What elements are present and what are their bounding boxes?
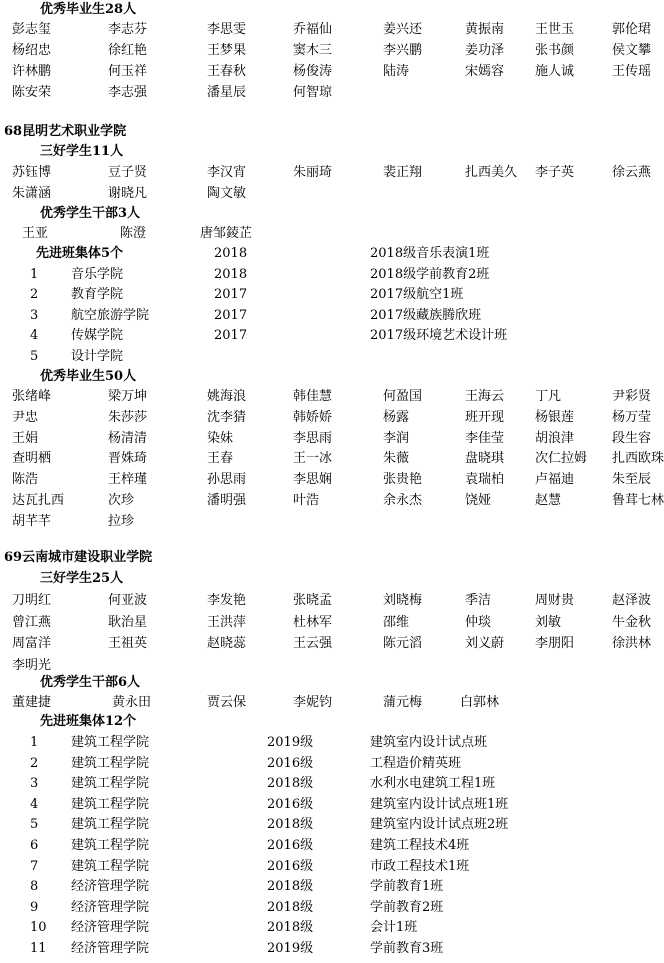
- class-row-number: 9: [30, 899, 39, 915]
- class-row-year: 2016级: [267, 838, 314, 853]
- graduate-name: 李佳莹: [465, 430, 505, 446]
- graduate-name: 窦木三: [293, 43, 333, 58]
- class-row-number: 4: [30, 328, 39, 343]
- graduate-name: 袁瑞柏: [465, 472, 505, 488]
- class-row-number: 7: [30, 858, 39, 874]
- class-row-number: 2: [30, 755, 39, 771]
- class-row-class-name: 建筑工程技术4班: [370, 838, 470, 853]
- merit-students-heading: 三好学生11人: [40, 144, 124, 159]
- class-row-year: 2016级: [267, 858, 314, 874]
- class-row-year: 2018级: [267, 920, 314, 936]
- graduate-name: 王梓瑾: [108, 472, 148, 488]
- cadre-name: 王亚: [22, 226, 49, 241]
- class-row-class-name: 学前教育1班: [370, 879, 444, 895]
- class-row-year: 2018: [214, 246, 248, 261]
- graduate-name: 姚海浪: [207, 389, 247, 404]
- class-row-class-name: 学前教育3班: [370, 941, 444, 956]
- graduate-name: 杨露: [383, 409, 410, 425]
- graduate-name: 杨绍忠: [12, 43, 52, 58]
- class-row-year: 2017: [214, 328, 248, 343]
- merit-student-name: 赵泽波: [612, 593, 652, 608]
- class-row-class-name: 建筑室内设计试点班: [370, 735, 488, 750]
- merit-student-name: 苏钰博: [12, 165, 52, 180]
- graduate-name: 染妹: [207, 430, 234, 446]
- merit-student-name: 刘义蔚: [465, 636, 505, 651]
- class-row-year: 2018: [214, 266, 248, 282]
- graduate-name: 王梦果: [207, 43, 247, 58]
- merit-student-name: 何亚波: [108, 593, 148, 608]
- class-row-college: 建筑工程学院: [71, 735, 150, 750]
- graduate-name: 徐红艳: [108, 43, 148, 58]
- class-row-class-name: 2018级学前教育2班: [370, 266, 490, 282]
- graduate-name: 叶浩: [293, 493, 320, 508]
- merit-student-name: 仲琰: [465, 614, 492, 630]
- merit-student-name: 张晓孟: [293, 593, 333, 608]
- class-row-class-name: 建筑室内设计试点班1班: [370, 796, 509, 812]
- class-row-class-name: 2017级环境艺术设计班: [370, 328, 508, 343]
- outstanding-graduates-heading: 优秀毕业生28人: [40, 2, 137, 17]
- graduate-name: 王春: [207, 451, 234, 467]
- class-row-class-name: 建筑室内设计试点班2班: [370, 817, 509, 833]
- graduate-name: 卢福迪: [535, 472, 575, 488]
- class-row-number: 5: [30, 348, 39, 364]
- graduate-name: 拉珍: [108, 513, 135, 529]
- graduate-name: 李思娴: [293, 472, 333, 488]
- graduate-name: 何盈国: [383, 389, 423, 404]
- class-row-college: 经济管理学院: [71, 941, 150, 956]
- graduate-name: 朱莎莎: [108, 409, 148, 425]
- graduate-name: 晋姝琦: [108, 451, 148, 467]
- class-row-number: 11: [30, 941, 47, 956]
- school-title: 68昆明艺术职业学院: [4, 124, 127, 139]
- class-row-year: 2018级: [267, 899, 314, 915]
- merit-student-name: 豆子贤: [108, 165, 148, 180]
- graduate-name: 胡芊芊: [12, 513, 52, 529]
- graduate-name: 尹忠: [12, 409, 39, 425]
- graduate-name: 王一冰: [293, 451, 333, 467]
- advanced-classes-heading: 先进班集体12个: [40, 714, 137, 729]
- graduate-name: 盘晓琪: [465, 451, 505, 467]
- graduate-name: 张贵艳: [383, 472, 423, 488]
- graduate-name: 许林鹏: [12, 64, 52, 79]
- class-row-number: 3: [30, 307, 39, 323]
- class-row-college: 经济管理学院: [71, 899, 150, 915]
- class-row-college: 设计学院: [71, 348, 124, 364]
- merit-student-name: 徐洪林: [612, 636, 652, 651]
- graduate-name: 饶娅: [465, 493, 492, 508]
- graduate-name: 达瓦扎西: [12, 493, 65, 508]
- class-row-college: 建筑工程学院: [71, 776, 150, 792]
- class-row-number: 8: [30, 879, 39, 895]
- graduate-name: 李志芬: [108, 22, 148, 37]
- cadre-name: 陈澄: [120, 226, 147, 241]
- class-row-year: 2018级: [267, 879, 314, 895]
- class-row-number: 1: [30, 735, 39, 750]
- merit-student-name: 李汉宵: [207, 165, 247, 180]
- graduate-name: 黄振南: [465, 22, 505, 37]
- class-row-number: 2: [30, 287, 39, 302]
- graduate-name: 何玉祥: [108, 64, 148, 79]
- merit-student-name: 徐云燕: [612, 165, 652, 180]
- graduate-name: 潘星辰: [207, 85, 247, 100]
- merit-student-name: 裴正翔: [383, 165, 423, 180]
- graduate-name: 余永杰: [383, 493, 423, 508]
- class-row-number: 4: [30, 796, 39, 812]
- graduate-name: 杨清清: [108, 430, 148, 446]
- merit-student-name: 周财贵: [535, 593, 575, 608]
- graduate-name: 王海云: [465, 389, 505, 404]
- graduate-name: 杨万莹: [612, 409, 652, 425]
- cadre-name: 白郭林: [460, 695, 500, 710]
- graduate-name: 李思雯: [207, 22, 247, 37]
- merit-student-name: 牛金秋: [612, 614, 652, 630]
- graduate-name: 何智琼: [293, 85, 333, 100]
- advanced-classes-heading: 先进班集体5个: [36, 246, 124, 261]
- class-row-college: 建筑工程学院: [71, 838, 150, 853]
- merit-students-heading: 三好学生25人: [40, 571, 124, 586]
- class-row-college: 传媒学院: [71, 328, 124, 343]
- class-row-college: 建筑工程学院: [71, 755, 150, 771]
- merit-student-name: 李发艳: [207, 593, 247, 608]
- cadre-name: 黄永田: [112, 695, 152, 710]
- merit-student-name: 邵维: [383, 614, 410, 630]
- graduate-name: 鲁茸七林: [612, 493, 664, 508]
- graduate-name: 查明栖: [12, 451, 52, 467]
- graduate-name: 乔福仙: [293, 22, 333, 37]
- merit-student-name: 陈元滔: [383, 636, 423, 651]
- graduate-name: 赵慧: [535, 493, 562, 508]
- class-row-college: 经济管理学院: [71, 920, 150, 936]
- merit-student-name: 王洪萍: [207, 614, 247, 630]
- graduate-name: 姜功泽: [465, 43, 505, 58]
- graduate-name: 沈李猜: [207, 409, 247, 425]
- cadre-name: 董建捷: [12, 695, 52, 710]
- class-row-college: 音乐学院: [71, 266, 124, 282]
- class-row-year: 2017: [214, 307, 248, 323]
- class-row-college: 建筑工程学院: [71, 817, 150, 833]
- merit-student-name: 李朋阳: [535, 636, 575, 651]
- merit-student-name: 刘晓梅: [383, 593, 423, 608]
- graduate-name: 王娟: [12, 430, 39, 446]
- merit-student-name: 耿治星: [108, 614, 148, 630]
- graduate-name: 张绪峰: [12, 389, 52, 404]
- graduate-name: 梁万坤: [108, 389, 148, 404]
- graduate-name: 李志强: [108, 85, 148, 100]
- graduate-name: 张书颜: [535, 43, 575, 58]
- graduate-name: 杨银莲: [535, 409, 575, 425]
- class-row-number: 10: [30, 920, 47, 936]
- class-row-number: 3: [30, 776, 39, 792]
- merit-student-name: 季洁: [465, 593, 492, 608]
- class-row-class-name: 水利水电建筑工程1班: [370, 776, 496, 792]
- merit-student-name: 李明光: [12, 657, 52, 673]
- graduate-name: 尹彩贤: [612, 389, 652, 404]
- merit-student-name: 曾江燕: [12, 614, 52, 630]
- class-row-class-name: 学前教育2班: [370, 899, 444, 915]
- graduate-name: 李兴鹏: [383, 43, 423, 58]
- graduate-name: 王世玉: [535, 22, 575, 37]
- class-row-year: 2018级: [267, 776, 314, 792]
- graduate-name: 扎西欧珠: [612, 451, 664, 467]
- cadre-name: 李妮钧: [293, 695, 333, 710]
- graduate-name: 王春秋: [207, 64, 247, 79]
- graduate-name: 陆涛: [383, 64, 410, 79]
- outstanding-cadres-heading: 优秀学生干部6人: [40, 675, 141, 690]
- class-row-class-name: 2017级藏族腾欣班: [370, 307, 482, 323]
- merit-student-name: 王祖英: [108, 636, 148, 651]
- graduate-name: 王传瑶: [612, 64, 652, 79]
- outstanding-graduates-heading: 优秀毕业生50人: [40, 369, 137, 384]
- merit-student-name: 陶文敏: [207, 186, 247, 201]
- merit-student-name: 刘敏: [535, 614, 562, 630]
- merit-student-name: 杜林军: [293, 614, 333, 630]
- merit-student-name: 扎西美久: [465, 165, 518, 180]
- cadre-name: 唐邹錂芷: [200, 226, 253, 241]
- class-row-year: 2016级: [267, 796, 314, 812]
- graduate-name: 陈安荣: [12, 85, 52, 100]
- class-row-number: 1: [30, 266, 39, 282]
- class-row-class-name: 2018级音乐表演1班: [370, 246, 490, 261]
- merit-student-name: 王云强: [293, 636, 333, 651]
- class-row-number: 6: [30, 838, 39, 853]
- graduate-name: 李思雨: [293, 430, 333, 446]
- graduate-name: 孙思雨: [207, 472, 247, 488]
- graduate-name: 施人诚: [535, 64, 575, 79]
- class-row-year: 2019级: [267, 941, 314, 956]
- school-title: 69云南城市建设职业学院: [4, 550, 153, 565]
- outstanding-cadres-heading: 优秀学生干部3人: [40, 206, 141, 221]
- graduate-name: 班开现: [465, 409, 505, 425]
- graduate-name: 陈浩: [12, 472, 39, 488]
- class-row-year: 2016级: [267, 755, 314, 771]
- graduate-name: 彭志玺: [12, 22, 52, 37]
- graduate-name: 姜兴还: [383, 22, 423, 37]
- merit-student-name: 刀明红: [12, 593, 52, 608]
- class-row-college: 经济管理学院: [71, 879, 150, 895]
- graduate-name: 次仁拉姆: [535, 451, 588, 467]
- graduate-name: 胡浪津: [535, 430, 575, 446]
- class-row-college: 建筑工程学院: [71, 796, 150, 812]
- graduate-name: 潘明强: [207, 493, 247, 508]
- graduate-name: 丁凡: [535, 389, 562, 404]
- class-row-year: 2019级: [267, 735, 314, 750]
- class-row-number: 5: [30, 817, 39, 833]
- merit-student-name: 李子英: [535, 165, 575, 180]
- class-row-college: 教育学院: [71, 287, 124, 302]
- graduate-name: 宋嫣容: [465, 64, 505, 79]
- cadre-name: 贾云保: [207, 695, 247, 710]
- class-row-class-name: 工程造价精英班: [370, 755, 462, 771]
- class-row-class-name: 2017级航空1班: [370, 287, 464, 302]
- graduate-name: 韩佳慧: [293, 389, 333, 404]
- graduate-name: 朱薇: [383, 451, 410, 467]
- graduate-name: 李润: [383, 430, 410, 446]
- class-row-college: 建筑工程学院: [71, 858, 150, 874]
- merit-student-name: 朱丽琦: [293, 165, 333, 180]
- cadre-name: 蒲元梅: [383, 695, 423, 710]
- graduate-name: 段生容: [612, 430, 652, 446]
- graduate-name: 朱至辰: [612, 472, 652, 488]
- merit-student-name: 赵晓蕊: [207, 636, 247, 651]
- graduate-name: 侯文攀: [612, 43, 652, 58]
- merit-student-name: 谢晓凡: [108, 186, 148, 201]
- class-row-year: 2018级: [267, 817, 314, 833]
- merit-student-name: 周富洋: [12, 636, 52, 651]
- class-row-year: 2017: [214, 287, 248, 302]
- graduate-name: 韩娇娇: [293, 409, 333, 425]
- class-row-college: 航空旅游学院: [71, 307, 150, 323]
- merit-student-name: 朱潇涵: [12, 186, 52, 201]
- graduate-name: 次珍: [108, 493, 135, 508]
- graduate-name: 郭伦珺: [612, 22, 652, 37]
- class-row-class-name: 会计1班: [370, 920, 418, 936]
- class-row-class-name: 市政工程技术1班: [370, 858, 470, 874]
- graduate-name: 杨俊涛: [293, 64, 333, 79]
